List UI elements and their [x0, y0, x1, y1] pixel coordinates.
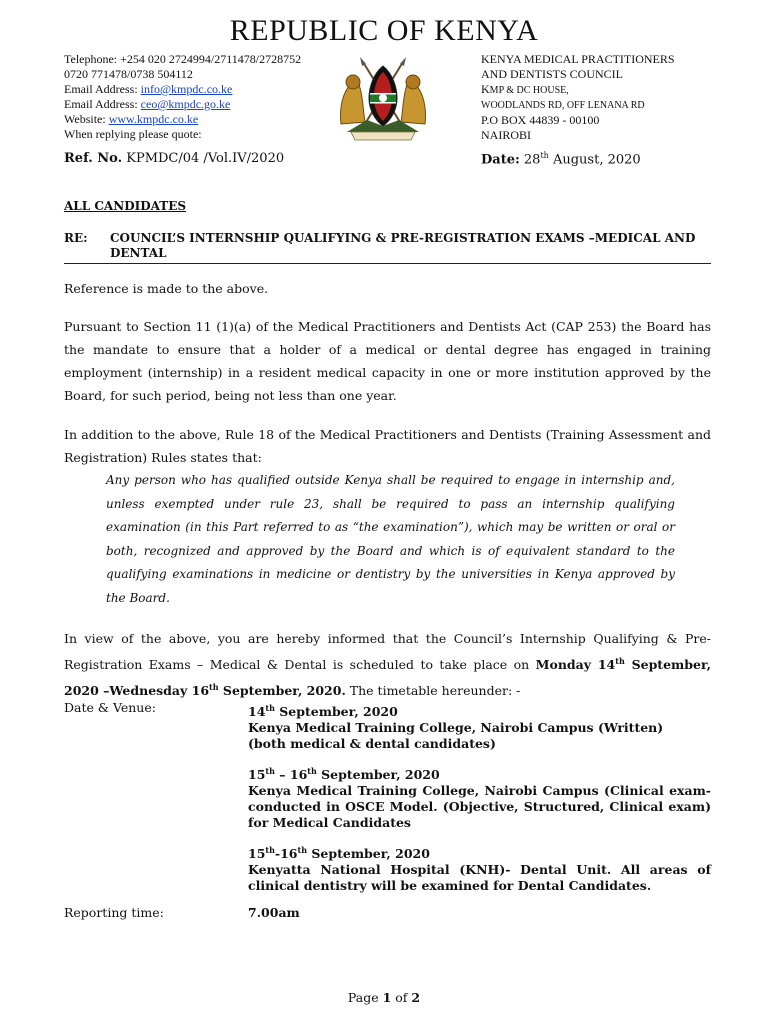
contact-block: [64, 52, 314, 142]
org-line-1: KENYA MEDICAL PRACTITIONERS: [481, 52, 675, 66]
schedule-outro: The timetable hereunder: -: [345, 683, 521, 699]
entry-3-month: September, 2020: [307, 846, 430, 862]
reference-number: [64, 151, 284, 166]
reply-note: When replying please quote:: [64, 127, 202, 141]
pobox-line: P.O BOX 44839 - 00100: [481, 113, 600, 127]
page-number: [0, 990, 768, 1005]
council-address: [481, 52, 751, 143]
page-current: 1: [382, 990, 392, 1005]
entry-1-sup: th: [265, 703, 275, 713]
house-initial: K: [481, 82, 490, 96]
subject-divider: [64, 263, 711, 264]
city-line: NAIROBI: [481, 128, 531, 142]
ref-label: Ref. No.: [64, 151, 123, 166]
entry-2-date: [248, 763, 711, 783]
paragraph-reference: Reference is made to the above.: [64, 281, 269, 296]
venue-label: Date & Venue:: [64, 700, 156, 715]
date-label: Date:: [481, 152, 520, 168]
quoted-rule: Any person who has qualified outside Kenya shall be required to engage in internship and, unless exempted under rule 23, shall be required to pass an internship qualifying examination (in this Part referred to as “the examination”), which may be written or oral or both, recognized and approved by the Board and which is of equivalent standard to the qualifying examinations in medicine or dentistry by the universities in Kenya approved by the Board.: [106, 473, 675, 605]
entry-3-day-2: -16: [274, 846, 298, 862]
re-label: RE:: [64, 231, 88, 245]
website-label: Website:: [64, 112, 109, 126]
entry-1-date: [248, 700, 711, 720]
addressee: ALL CANDIDATES: [64, 199, 187, 213]
entry-3-day-1: 15: [248, 846, 266, 862]
org-line-2: AND DENTISTS COUNCIL: [481, 67, 623, 81]
schedule-range: September, 2020 –Wednesday 16: [64, 657, 711, 699]
letter-date: [481, 151, 641, 167]
email-link-ceo[interactable]: ceo@kmpdc.go.ke: [140, 97, 231, 111]
schedule-sup-2: th: [209, 682, 219, 693]
schedule-end: September, 2020.: [218, 683, 346, 699]
schedule-entry-1: [248, 700, 711, 752]
entry-3-sup-2: th: [297, 845, 308, 855]
entry-2-day-1: 15: [248, 767, 266, 783]
page-title: REPUBLIC OF KENYA: [229, 14, 539, 47]
date-rest: August, 2020: [548, 152, 641, 168]
email-label-1: Email Address:: [64, 82, 141, 96]
schedule-sup-1: th: [615, 656, 625, 666]
schedule-entry-2: [248, 763, 711, 831]
road-line: WOODLANDS RD, OFF LENANA RD: [481, 100, 645, 111]
coat-of-arms-icon: [333, 52, 433, 144]
paragraph-schedule: [64, 627, 711, 702]
page-word: Page: [347, 990, 383, 1005]
schedule-intro: In view of the above, you are hereby informed that the Council’s Internship Qualifying & Pre-Registration Exams – Medical & Dental is scheduled to take place on: [64, 631, 711, 673]
schedule-entry-3: [248, 842, 711, 894]
entry-3-details: Kenyatta National Hospital (KNH)- Dental Unit. All areas of clinical dentistry will be examined for Dental Candidates.: [248, 862, 711, 894]
entry-1-month: September, 2020: [274, 704, 398, 720]
entry-1-venue: Kenya Medical Training College, Nairobi Campus (Written): [248, 720, 664, 736]
paragraph-mandate: Pursuant to Section 11 (1)(a) of the Medical Practitioners and Dentists Act (CAP 253) the Board has the mandate to ensure that a holder of a medical or dental degree has engaged in training employment (internship) in a resident medical capacity in one or more institution approved by the Board, for such period, being not less than one year.: [64, 319, 711, 403]
date-day: 28: [519, 152, 541, 168]
entry-2-sup-2: th: [307, 766, 317, 776]
entry-3-date: [248, 842, 711, 862]
telephone: Telephone: +254 020 2724994/2711478/2728752: [64, 52, 302, 66]
entry-1-note: (both medical & dental candidates): [248, 736, 496, 752]
subject-line: COUNCIL’S INTERNSHIP QUALIFYING & PRE-REGISTRATION EXAMS –MEDICAL AND DENTAL: [110, 231, 696, 260]
reporting-time: 7.00am: [248, 905, 300, 920]
entry-2-day-2: – 16: [274, 767, 308, 783]
entry-2-month: September, 2020: [316, 767, 440, 783]
website-line: [64, 112, 314, 127]
entry-2-details: Kenya Medical Training College, Nairobi Campus (Clinical exam- conducted in OSCE Model. (Objective, Structured, Clinical exam) for Medical Candidates: [248, 783, 711, 831]
page-of: of: [391, 990, 412, 1005]
date-sup: th: [540, 151, 549, 160]
entry-1-day: 14: [248, 704, 266, 720]
website-link[interactable]: www.kmpdc.co.ke: [108, 112, 199, 126]
house-line: [481, 82, 751, 98]
ref-value: KPMDC/04 /Vol.IV/2020: [122, 151, 285, 166]
email-link-info[interactable]: info@kmpdc.co.ke: [140, 82, 233, 96]
email-line-2: [64, 97, 314, 112]
page-total: 2: [411, 990, 421, 1005]
schedule-start-day: Monday 14: [535, 657, 616, 673]
reporting-label: Reporting time:: [64, 905, 164, 920]
house-name: MP & DC HOUSE,: [489, 85, 569, 96]
email-label-2: Email Address:: [64, 97, 141, 111]
paragraph-rule-18: In addition to the above, Rule 18 of the Medical Practitioners and Dentists (Training Assessment and Registration) Rules states that:: [64, 427, 711, 465]
email-line-1: [64, 82, 314, 97]
entry-3-sup-1: th: [265, 845, 275, 855]
phones: 0720 771478/0738 504112: [64, 67, 193, 81]
entry-2-sup-1: th: [265, 766, 275, 776]
